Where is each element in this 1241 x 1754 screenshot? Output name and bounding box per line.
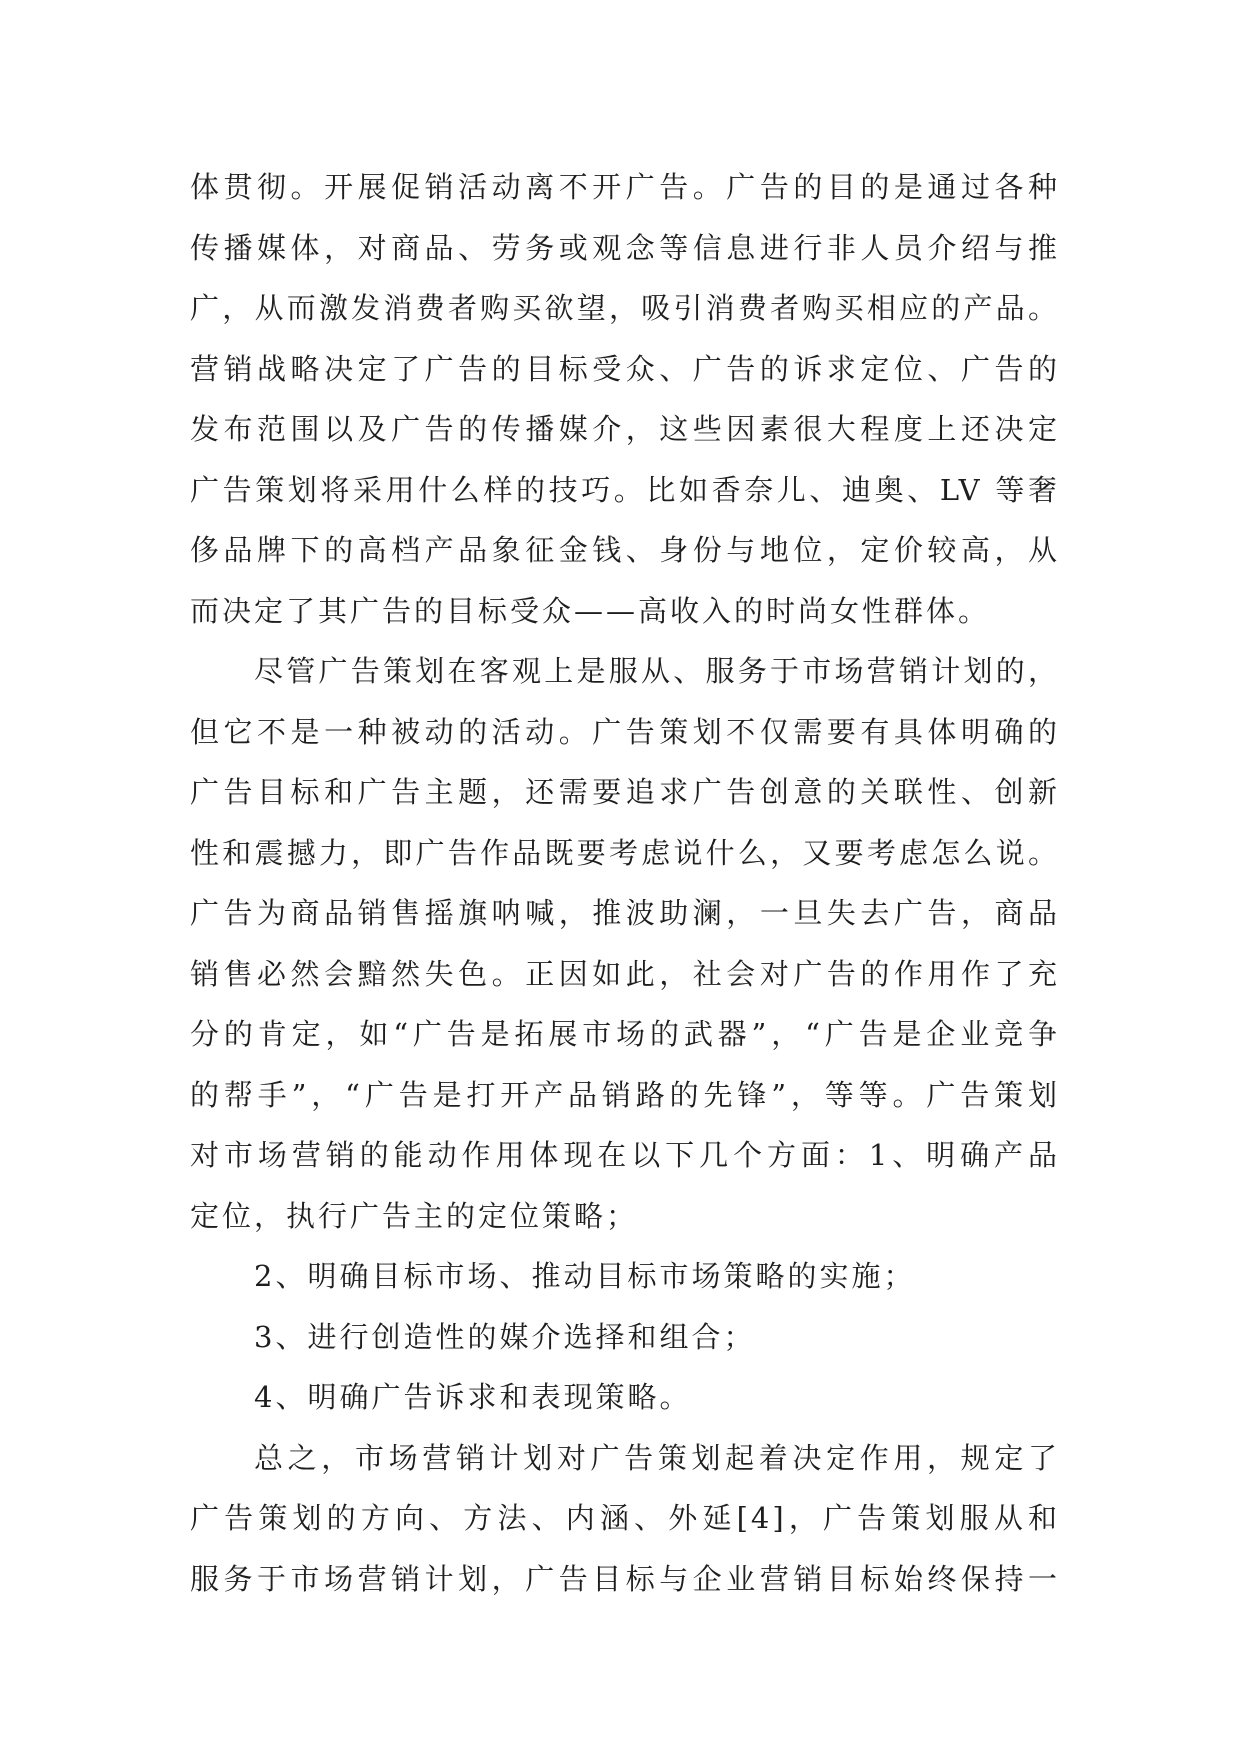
text-line: 营销战略决定了广告的目标受众、广告的诉求定位、广告的 — [190, 351, 1060, 386]
text-line: 分的肯定，如“广告是拓展市场的武器”，“广告是企业竞争 — [190, 1017, 1060, 1051]
text-line: 传播媒体，对商品、劳务或观念等信息进行非人员介绍与推 — [190, 230, 1060, 265]
list-item: 2、明确目标市场、推动目标市场策略的实施； — [254, 1259, 916, 1293]
text-line: 对市场营销的能动作用体现在以下几个方面：1、明确产品 — [190, 1138, 1060, 1172]
text-line: 销售必然会黯然失色。正因如此，社会对广告的作用作了充 — [190, 956, 1060, 991]
text-line: 广告策划将采用什么样的技巧。比如香奈儿、迪奥、LV 等奢 — [190, 472, 1060, 507]
text-line: 但它不是一种被动的活动。广告策划不仅需要有具体明确的 — [190, 714, 1060, 749]
text-line: 体贯彻。开展促销活动离不开广告。广告的目的是通过各种 — [190, 170, 1060, 204]
text-line: 服务于市场营销计划，广告目标与企业营销目标始终保持一 — [190, 1561, 1060, 1596]
text-line: 的帮手”，“广告是打开产品销路的先锋”，等等。广告策划 — [190, 1077, 1060, 1112]
text-line: 定位，执行广告主的定位策略； — [190, 1198, 639, 1233]
text-line: 广，从而激发消费者购买欲望，吸引消费者购买相应的产品。 — [190, 291, 1060, 325]
text-line: 侈品牌下的高档产品象征金钱、身份与地位，定价较高，从 — [190, 533, 1060, 567]
text-line: 发布范围以及广告的传播媒介，这些因素很大程度上还决定 — [190, 412, 1060, 446]
text-line: 广告为商品销售摇旗呐喊，推波助澜，一旦失去广告，商品 — [190, 896, 1060, 930]
text-line: 广告目标和广告主题，还需要追求广告创意的关联性、创新 — [190, 775, 1060, 809]
list-item: 3、进行创造性的媒介选择和组合； — [254, 1319, 756, 1354]
body-text — [190, 157, 1060, 1609]
text-line: 尽管广告策划在客观上是服从、服务于市场营销计划的， — [254, 654, 1060, 688]
text-line: 而决定了其广告的目标受众——高收入的时尚女性群体。 — [190, 593, 991, 628]
list-item: 4、明确广告诉求和表现策略。 — [254, 1380, 692, 1414]
text-line: 总之，市场营销计划对广告策划起着决定作用，规定了 — [254, 1440, 1060, 1475]
text-line: 性和震撼力，即广告作品既要考虑说什么，又要考虑怎么说。 — [190, 835, 1060, 870]
text-line: 广告策划的方向、方法、内涵、外延[4]，广告策划服从和 — [190, 1501, 1060, 1535]
